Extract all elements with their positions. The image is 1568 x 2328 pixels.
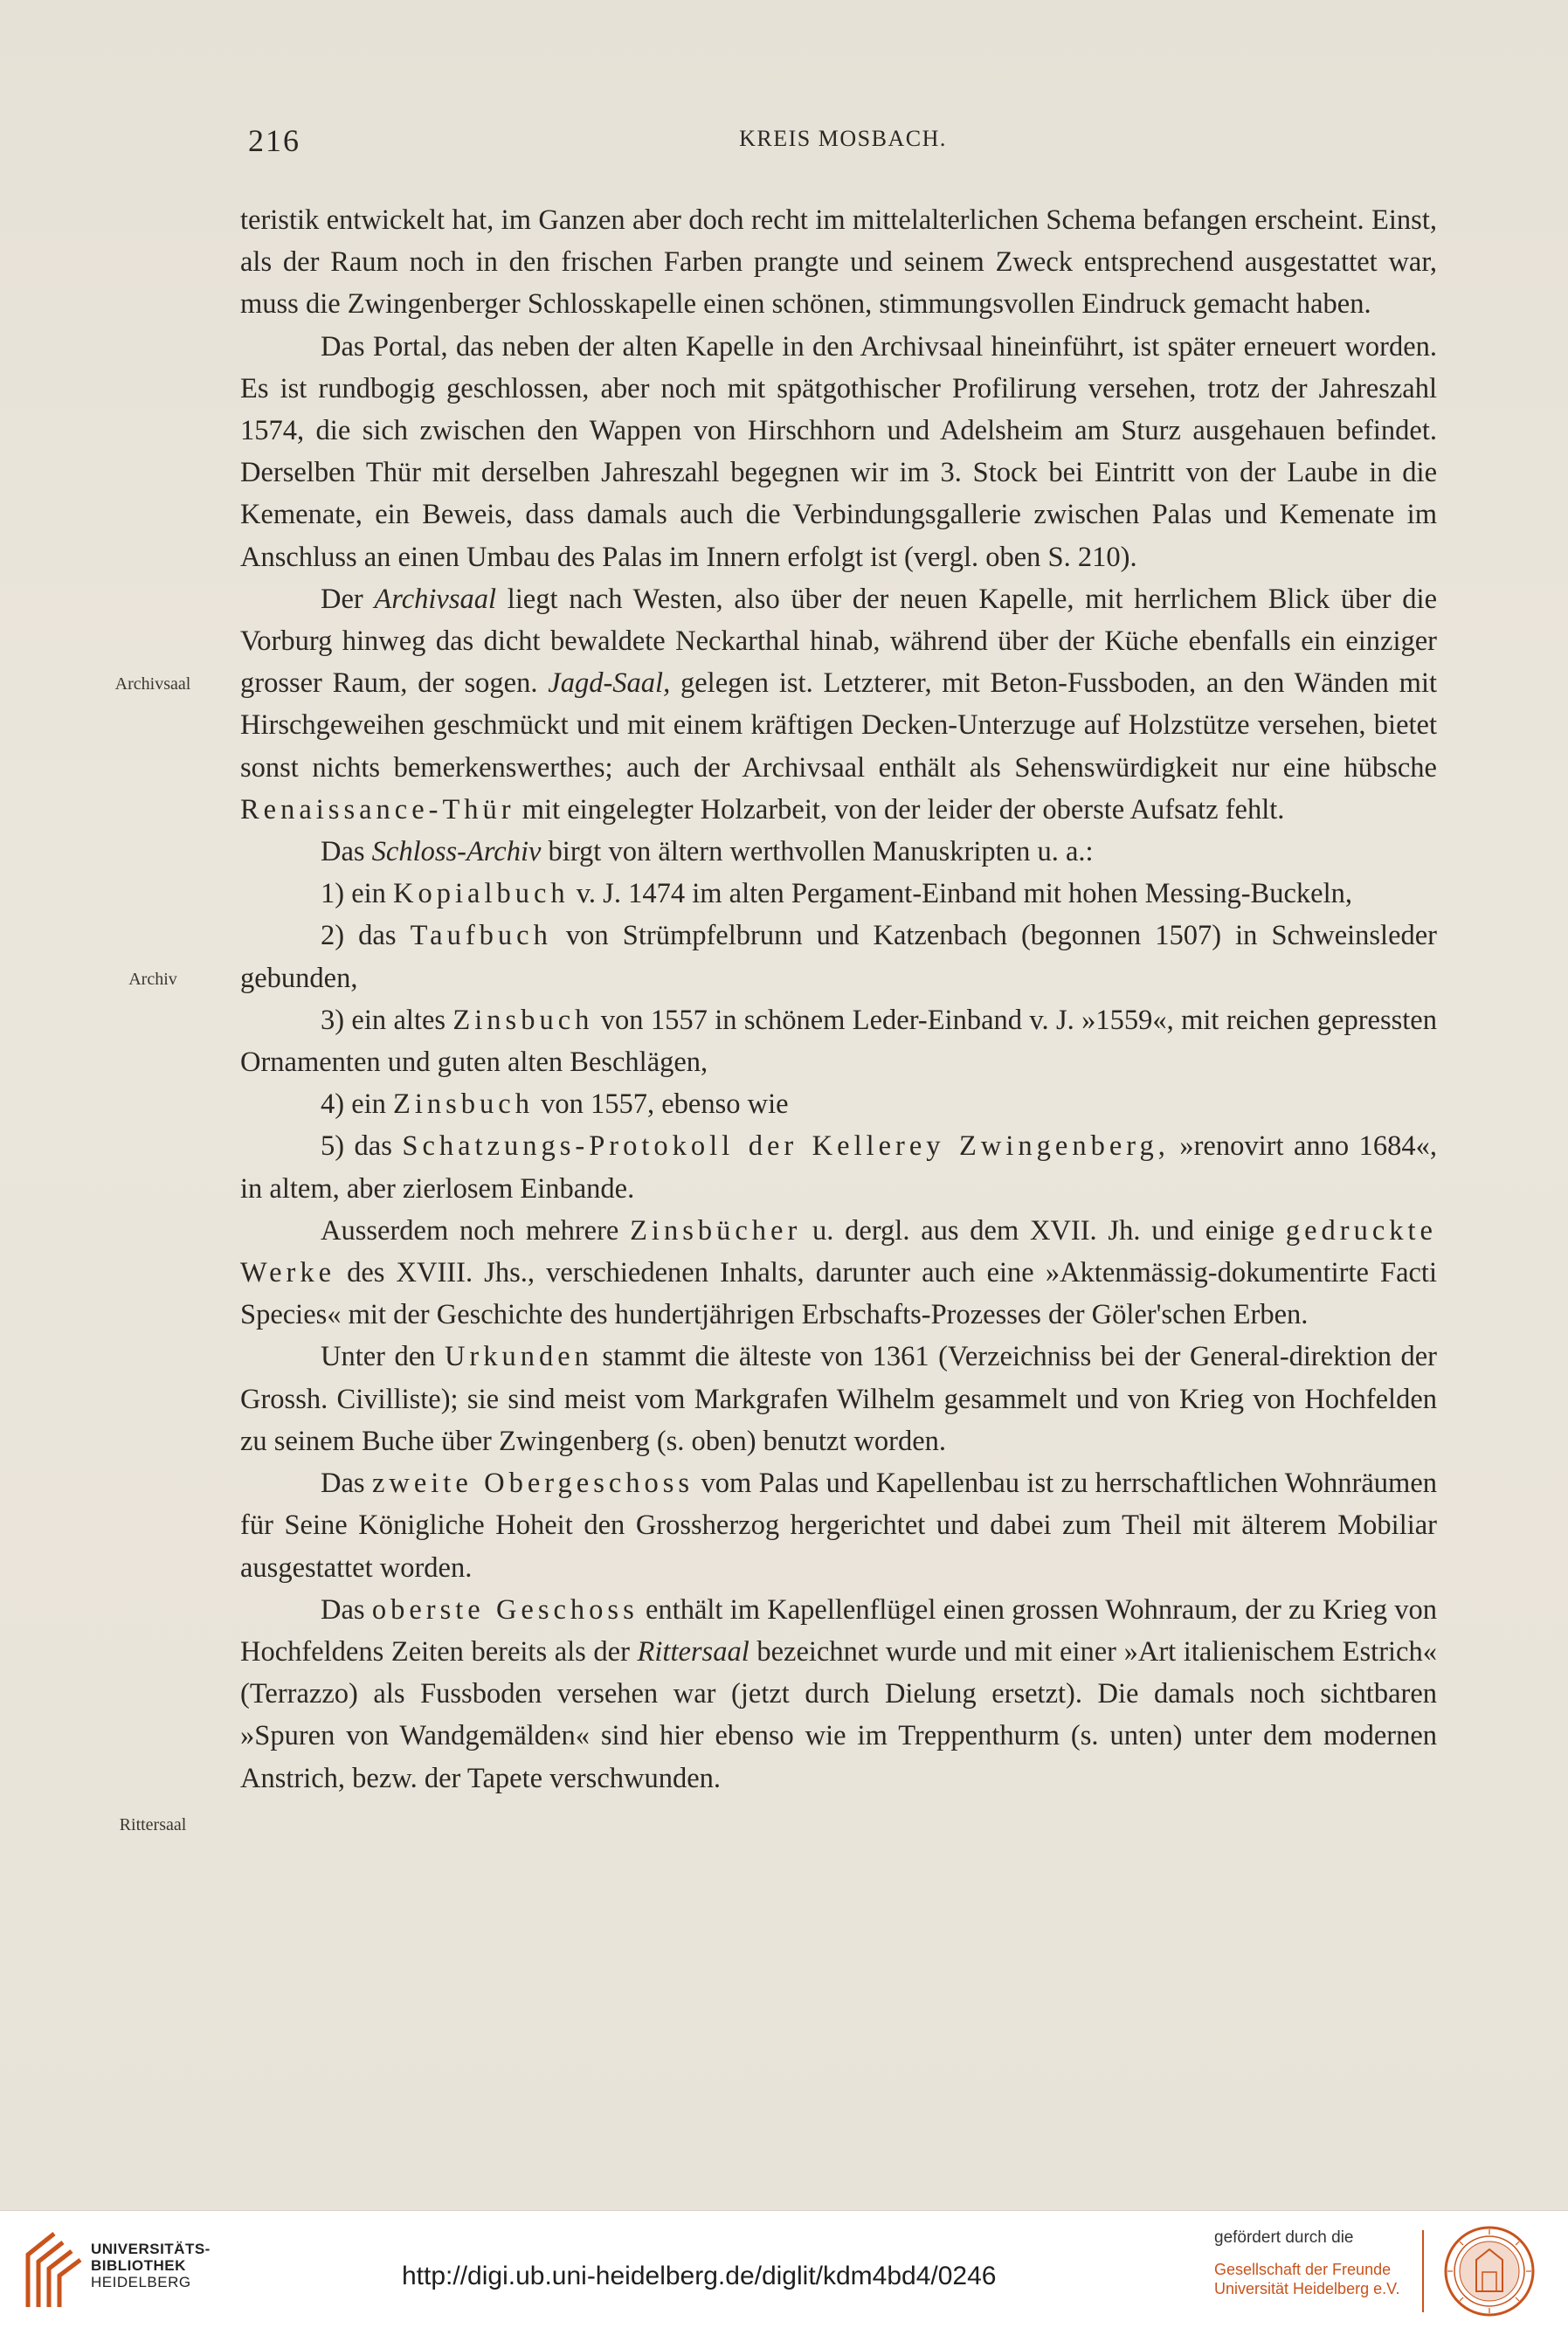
margin-note-archivsaal: Archivsaal bbox=[114, 674, 191, 694]
page-number: 216 bbox=[248, 123, 300, 158]
margin-note-rittersaal: Rittersaal bbox=[119, 1815, 187, 1834]
sponsor-block bbox=[1205, 2228, 1441, 2298]
list-item: 5) das Schatzungs-Protokoll der Kellerey Zwingenberg, »renovirt anno 1684«, in altem, aber zierlosem Einbande. bbox=[240, 1130, 1437, 1205]
paragraph: Unter den Urkunden stammt die älteste von 1361 (Verzeichniss bei der General-direktion der Grossh. Civilliste); sie sind meist vom Markgrafen Wilhelm gesammelt und von Krieg von Hochfelden zu seinem Buche über Zwingenberg (s. oben) benutzt worden. bbox=[240, 1341, 1437, 1457]
university-seal-icon bbox=[1441, 2223, 1537, 2319]
jagdsaal-term: Jagd-Saal, bbox=[548, 667, 671, 700]
paragraph: Das Schloss-Archiv birgt von ältern werthvollen Manuskripten u. a.: bbox=[321, 836, 1094, 868]
list-item: 3) ein altes Zinsbuch von 1557 in schönem Leder-Einband v. J. »1559«, mit reichen gepressten Ornamenten und guten alten Beschlägen, bbox=[240, 1004, 1437, 1079]
paragraph: Ausserdem noch mehrere Zinsbücher u. dergl. aus dem XVII. Jh. und einige gedruckte Werke des XVIII. Jhs., verschiedenen Inhalts, darunter auch eine »Aktenmässig-dokumentirte Facti Species« mit der Geschichte des hundertjährigen Erbschafts-Prozesses der Göler'schen Erben. bbox=[240, 1214, 1437, 1331]
sponsor-label: gefördert durch die bbox=[1214, 2228, 1354, 2247]
archivsaal-term: Archivsaal bbox=[374, 583, 497, 615]
paragraph: Der Archivsaal liegt nach Westen, also über der neuen Kapelle, mit herrlichem Blick über die Vorburg hinweg das dicht bewaldete Neckarthal hinab, während über der Küche ebenfalls ein einziger grosser Raum, der sogen. Jagd-Saal, gelegen ist. Letzterer, mit Beton-Fussboden, an den Wänden mit Hirschgeweihen geschmückt und mit einem kräftigen Decken-Unterzuge auf Holzstütze versehen, bietet sonst nichts bemerkenswerthes; auch der Archivsaal enthält als Sehenswürdigkeit nur eine hübsche Renaissance-Thür mit eingelegter Holzarbeit, von der leider der oberste Aufsatz fehlt. bbox=[240, 583, 1437, 826]
permalink-url[interactable]: http://digi.ub.uni-heidelberg.de/diglit/kdm4bd4/0246 bbox=[402, 2262, 997, 2290]
divider bbox=[1422, 2230, 1424, 2312]
schloss-archiv-term: Schloss-Archiv bbox=[371, 836, 542, 868]
page-header bbox=[245, 122, 1441, 157]
running-title: KREIS MOSBACH. bbox=[739, 126, 947, 151]
library-logo-icon bbox=[19, 2228, 89, 2312]
list-item: 4) ein Zinsbuch von 1557, ebenso wie bbox=[321, 1088, 789, 1121]
renaissance-thuer-term: Renaissance-Thür bbox=[240, 793, 515, 826]
paragraph: Das Portal, das neben der alten Kapelle in den Archivsaal hineinführt, ist später erneuert worden. Es ist rundbogig geschlossen, aber noch mit spätgothischer Profilirung versehen, trotz der Jahreszahl 1574, die sich zwischen den Wappen von Hirschhorn und Adelsheim am Sturz ausgehauen befindet. Derselben Thür mit derselben Jahreszahl begegnen wir im 3. Stock bei Eintritt von der Laube in die Kemenate, ein Beweis, dass damals auch die Verbindungsgallerie zwischen Palas und Kemenate im Anschluss an einen Umbau des Palas im Innern erfolgt ist (vergl. oben S. 210). bbox=[240, 330, 1437, 573]
list-item: 1) ein Kopialbuch v. J. 1474 im alten Pergament-Einband mit hohen Messing-Buckeln, bbox=[321, 878, 1352, 910]
sponsor-org: Gesellschaft der Freunde Universität Heidelberg e.V. bbox=[1214, 2261, 1400, 2297]
paragraph: Das oberste Geschoss enthält im Kapellenflügel einen grossen Wohnraum, der zu Krieg von Hochfeldens Zeiten bereits als der Rittersaal bezeichnet wurde und mit einer »Art italienischem Estrich« (Terrazzo) als Fussboden versehen war (jetzt durch Dielung ersetzt). Die damals noch sichtbaren »Spuren von Wandgemälden« sind hier ebenso wie im Treppenthurm (s. unten) unter dem modernen Anstrich, bezw. der Tapete verschwunden. bbox=[240, 1593, 1438, 1794]
footer-bar bbox=[0, 2210, 1568, 2328]
paragraph: teristik entwickelt hat, im Ganzen aber doch recht im mittelalterlichen Schema befangen erscheint. Einst, als der Raum noch in den frischen Farben prangte und seinem Zweck entsprechend ausgestattet war, muss die Zwingenberger Schlosskapelle einen schönen, stimmungsvollen Eindruck gemacht haben. bbox=[240, 204, 1437, 321]
library-name: UNIVERSITÄTS- BIBLIOTHEK HEIDELBERG bbox=[91, 2241, 211, 2290]
paragraph: Das zweite Obergeschoss vom Palas und Kapellenbau ist zu herrschaftlichen Wohnräumen für Seine Königliche Hoheit den Grossherzog hergerichtet und dabei zum Theil mit älterem Mobiliar ausgestattet worden. bbox=[240, 1468, 1438, 1584]
rittersaal-term: Rittersaal bbox=[637, 1635, 749, 1668]
list-item: 2) das Taufbuch von Strümpfelbrunn und Katzenbach (begonnen 1507) in Schweinsleder gebunden, bbox=[240, 920, 1438, 994]
body-text bbox=[240, 199, 1437, 1800]
margin-note-archiv: Archiv bbox=[128, 970, 177, 989]
